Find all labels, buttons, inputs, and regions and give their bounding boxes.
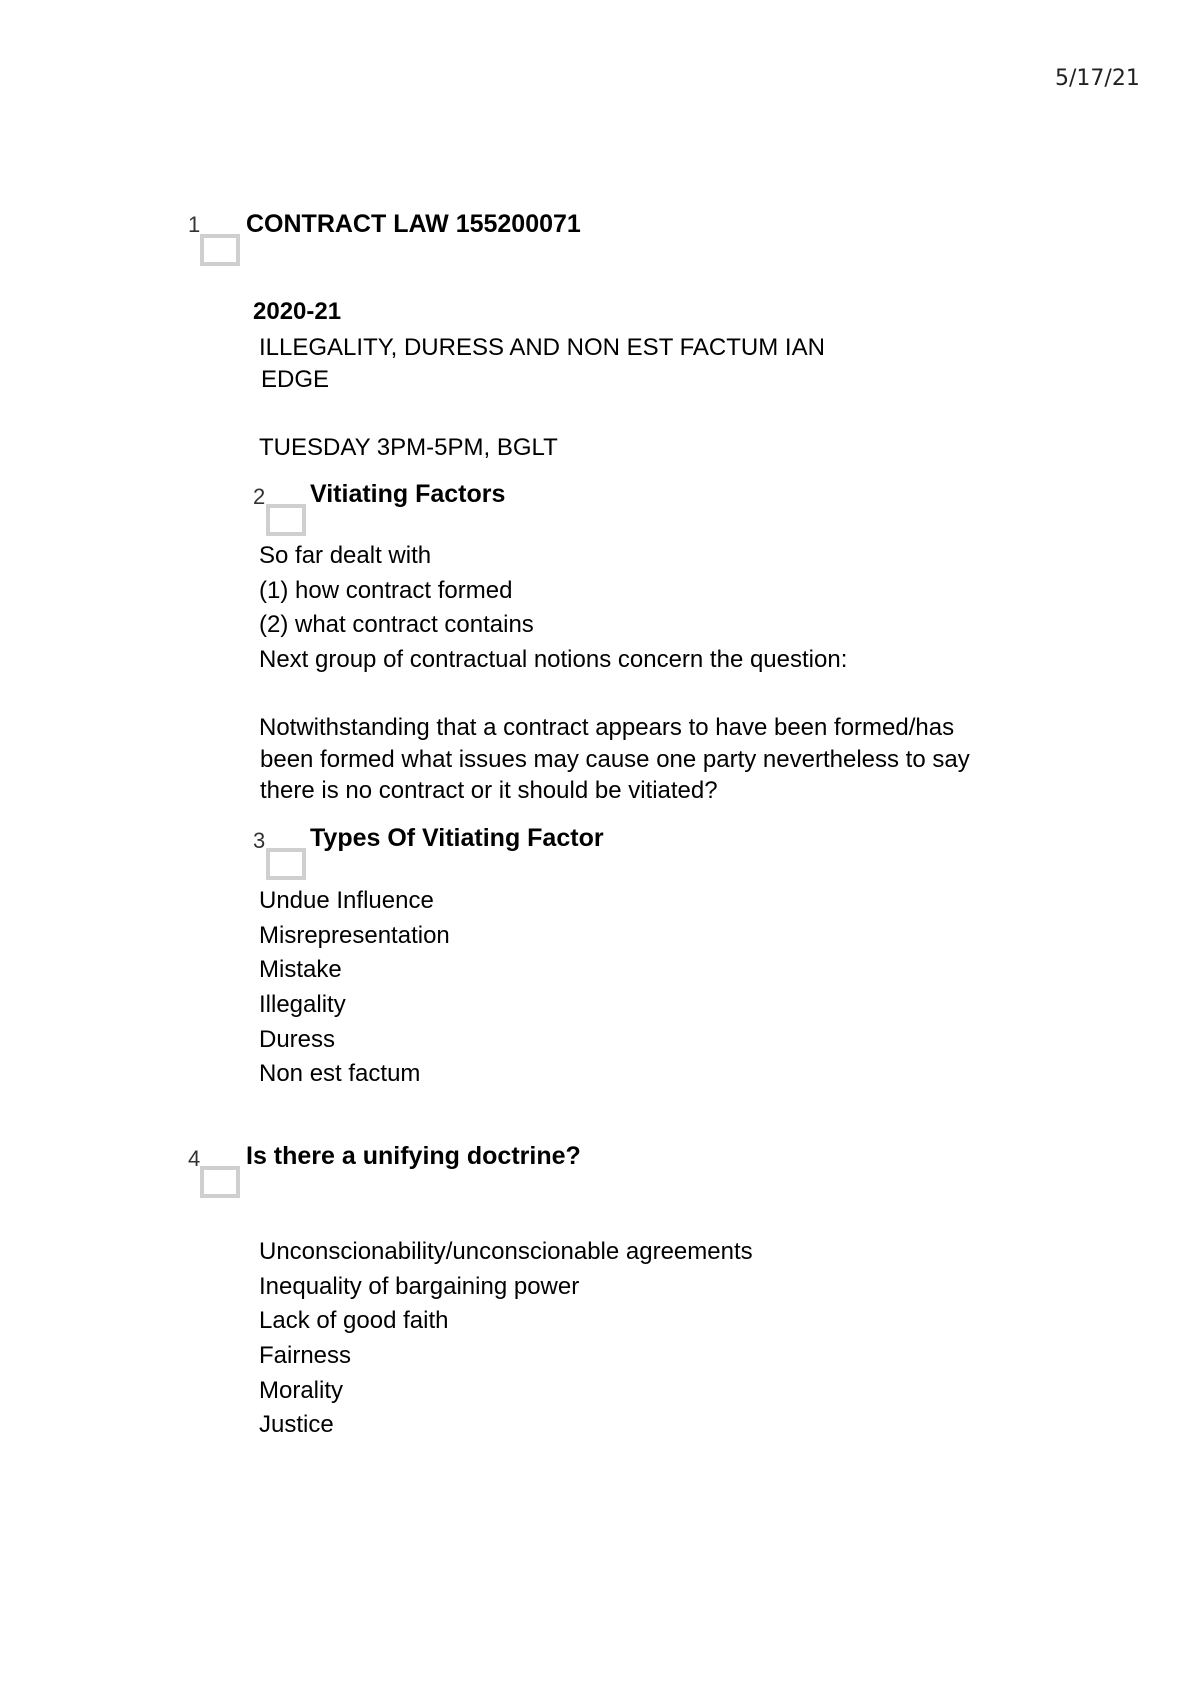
slide-text-line: ILLEGALITY, DURESS AND NON EST FACTUM IAN (259, 334, 825, 361)
slide-title: Is there a unifying doctrine? (246, 1142, 581, 1170)
slide-text-line: 2020-21 (253, 298, 342, 325)
slide-number: 3 (253, 828, 266, 853)
slide-number: 4 (188, 1146, 201, 1171)
slide-number: 1 (188, 212, 201, 237)
slide-text-line: Non est factum (259, 1060, 421, 1087)
slide-title: Vitiating Factors (310, 480, 506, 508)
slide-text-line: Duress (259, 1026, 336, 1053)
slide-text-line: (1) how contract formed (259, 577, 513, 604)
slide-title: Types Of Vitiating Factor (310, 824, 604, 852)
print-date: 5/17/21 (1055, 66, 1140, 91)
slide-text-line: (2) what contract contains (259, 611, 534, 638)
slide-text-line: Undue Influence (259, 887, 434, 914)
slide-thumbnail-icon[interactable] (200, 1166, 240, 1198)
slide-text-line: Inequality of bargaining power (259, 1273, 580, 1300)
slide-text-line: So far dealt with (259, 542, 432, 569)
slide-title: CONTRACT LAW 155200071 (246, 210, 581, 238)
slide-text-line: Illegality (259, 991, 346, 1018)
slide-text-line: there is no contract or it should be vitiated? (260, 777, 718, 804)
slide-text-line: Mistake (259, 956, 342, 983)
slide-thumbnail-icon[interactable] (200, 234, 240, 266)
slide-text-line: Lack of good faith (259, 1307, 449, 1334)
slide-text-line: been formed what issues may cause one party nevertheless to say (260, 746, 970, 773)
slide-text-line: EDGE (261, 366, 330, 393)
slide-text-line: Fairness (259, 1342, 352, 1369)
slide-text-line: Unconscionability/unconscionable agreements (259, 1238, 753, 1265)
slide-text-line: Next group of contractual notions concern the question: (259, 646, 848, 673)
slide-thumbnail-icon[interactable] (266, 848, 306, 880)
slide-thumbnail-icon[interactable] (266, 504, 306, 536)
slide-number: 2 (253, 484, 266, 509)
slide-text-line: Morality (259, 1377, 344, 1404)
slide-text-line: TUESDAY 3PM-5PM, BGLT (259, 434, 558, 461)
slide-text-line: Notwithstanding that a contract appears to have been formed/has (259, 714, 955, 741)
slide-text-line: Justice (259, 1411, 334, 1438)
slide-text-line: Misrepresentation (259, 922, 450, 949)
